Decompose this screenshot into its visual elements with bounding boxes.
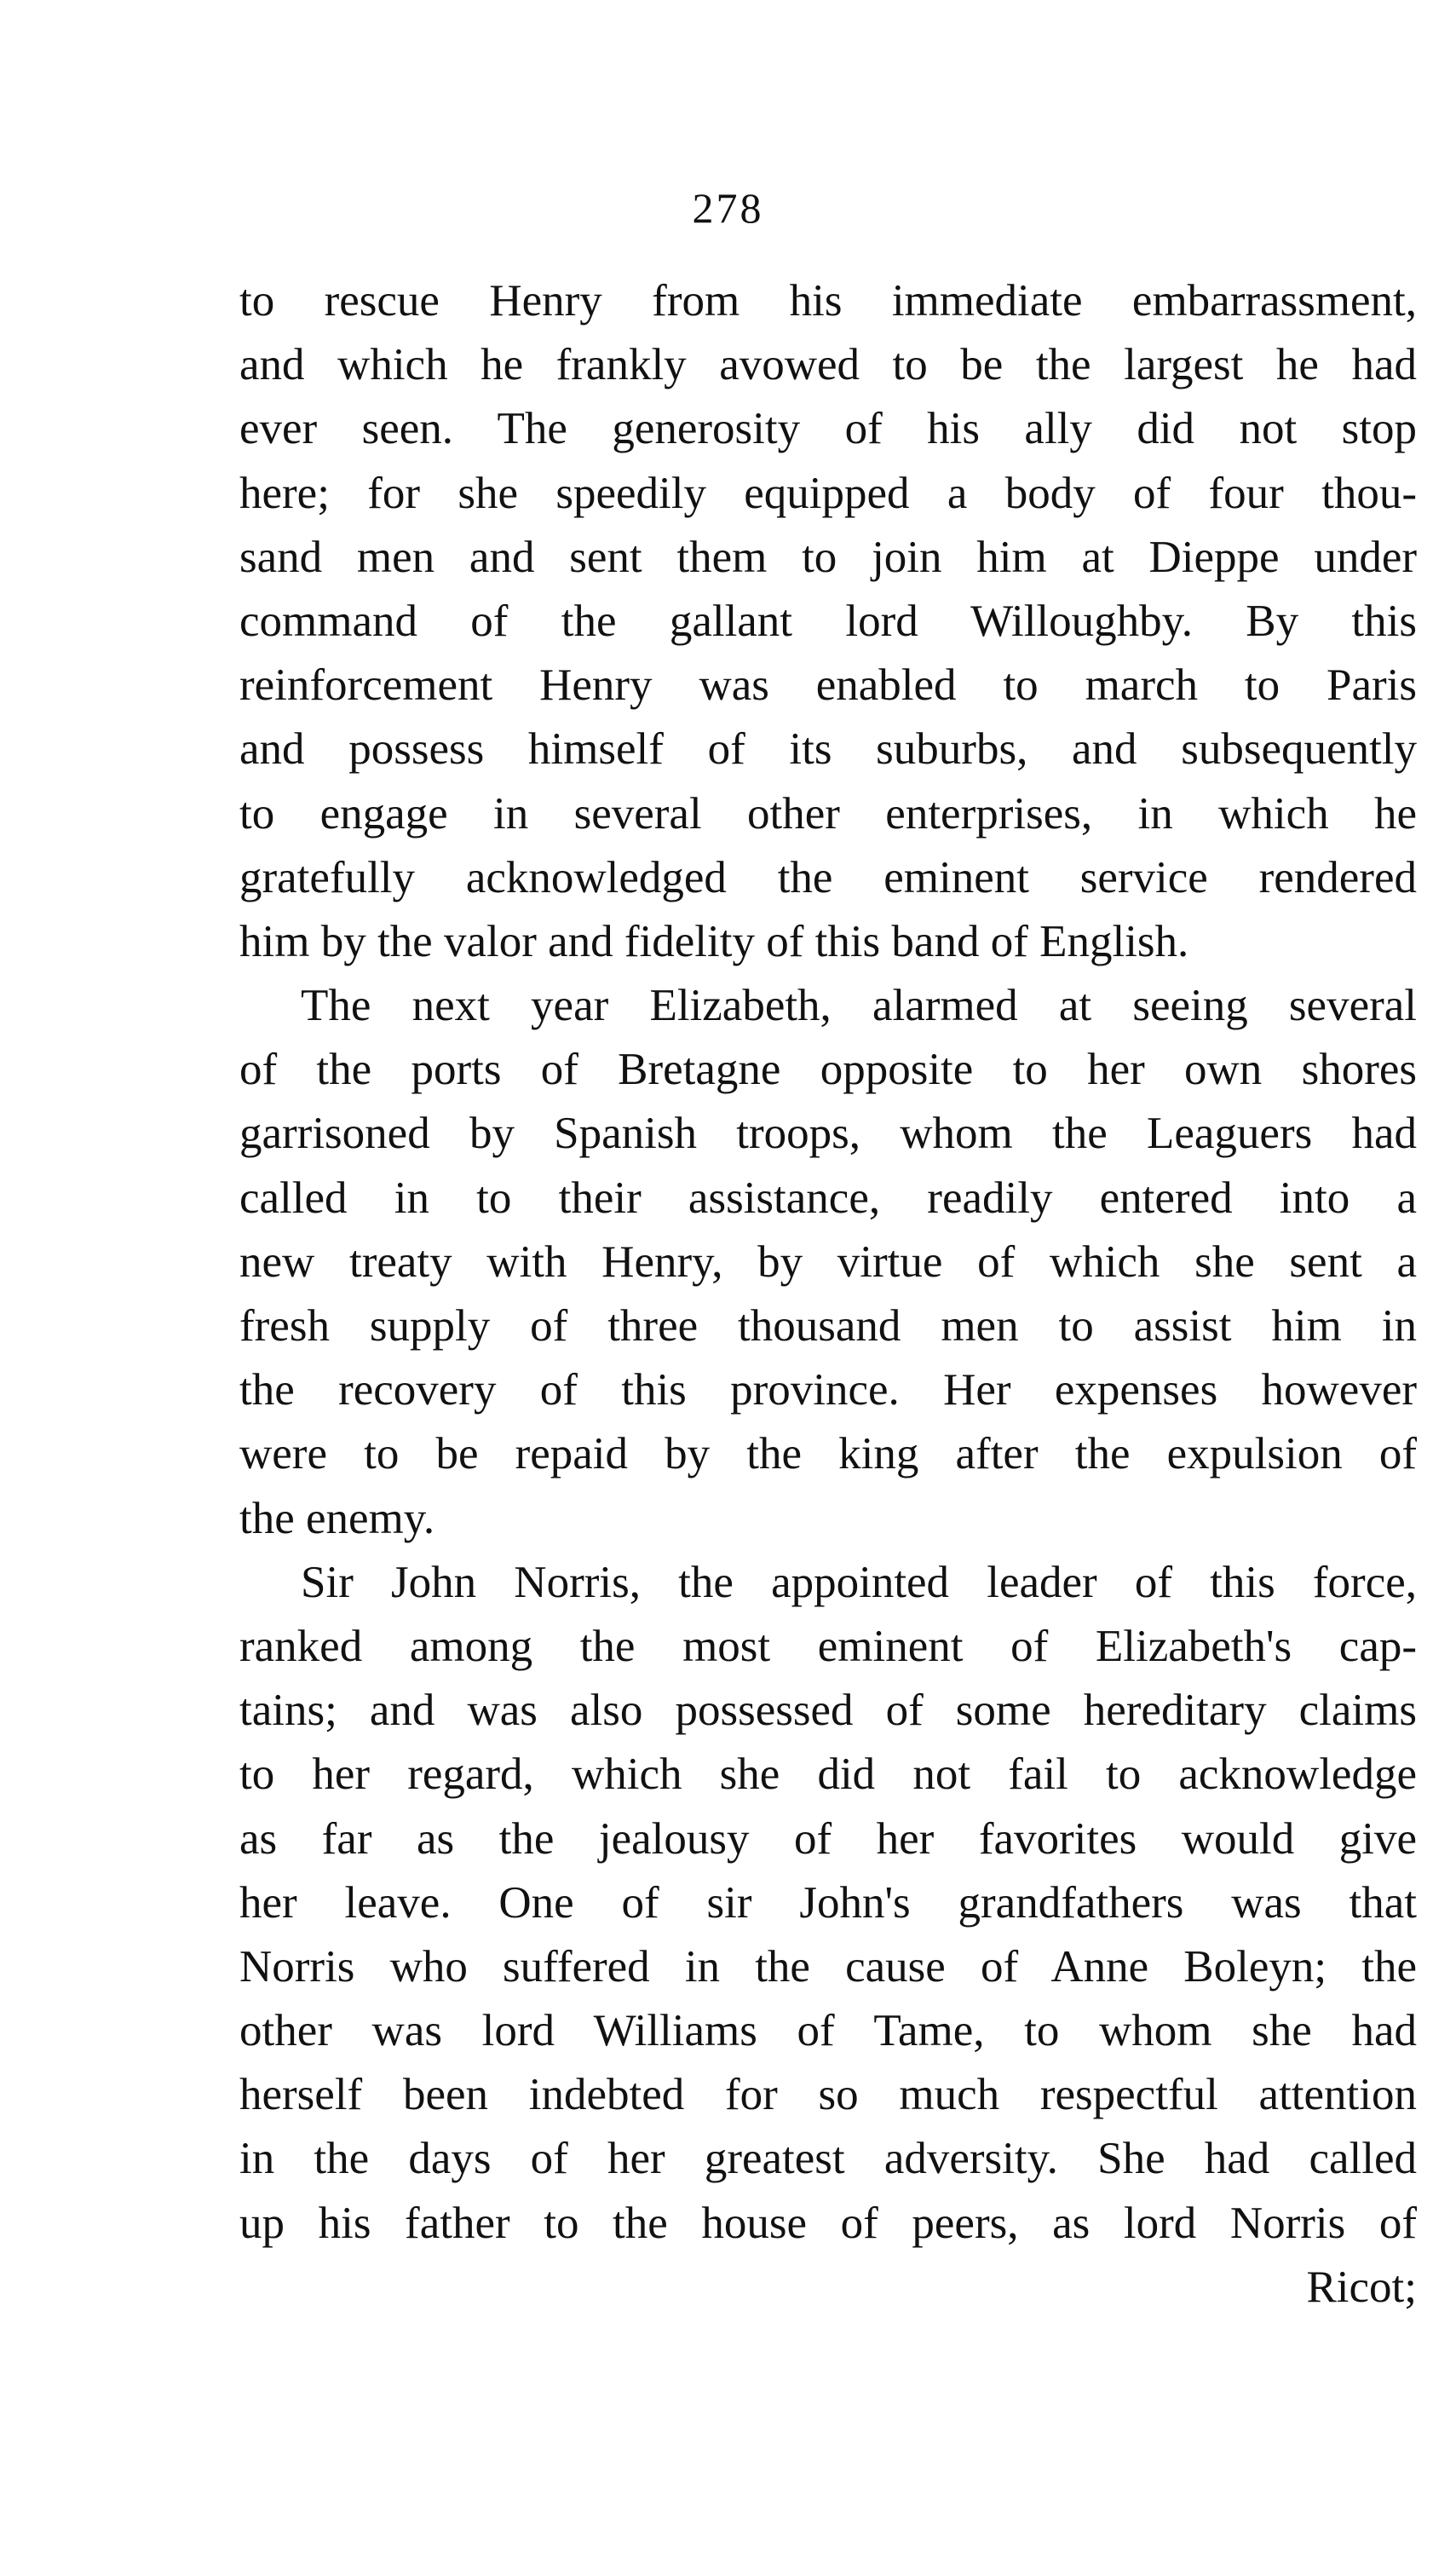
text-line: Sir John Norris, the appointed leader of this force, (301, 1557, 1417, 1607)
text-line: him by the valor and fidelity of this band of English. (239, 916, 1189, 966)
text-line: of the ports of Bretagne opposite to her own shores (239, 1045, 1417, 1095)
text-line: The next year Elizabeth, alarmed at seeing several (301, 981, 1417, 1031)
text-line: ever seen. The generosity of his ally did not stop (239, 404, 1417, 454)
text-line: were to be repaid by the king after the expulsion of (239, 1429, 1417, 1479)
text-line: reinforcement Henry was enabled to march to Paris (239, 660, 1417, 711)
text-line: sand men and sent them to join him at Dieppe under (239, 532, 1417, 582)
text-line: herself been indebted for so much respectful attention (239, 2070, 1417, 2120)
text-line: to rescue Henry from his immediate embarrassment, (239, 276, 1417, 326)
text-line: new treaty with Henry, by virtue of which she sent a (239, 1236, 1417, 1287)
text-line: to engage in several other enterprises, in which he (239, 788, 1417, 839)
text-line: the enemy. (239, 1493, 435, 1543)
body-text (239, 269, 1417, 2320)
text-line: and which he frankly avowed to be the largest he had (239, 340, 1417, 390)
text-line: the recovery of this province. Her expenses however (239, 1365, 1417, 1415)
text-line: to her regard, which she did not fail to acknowledge (239, 1749, 1417, 1800)
text-line: gratefully acknowledged the eminent service rendered (239, 852, 1417, 902)
text-line: and possess himself of its suburbs, and subsequently (239, 724, 1417, 775)
text-line: tains; and was also possessed of some hereditary claims (239, 1686, 1417, 1736)
text-line: fresh supply of three thousand men to assist him in (239, 1301, 1417, 1351)
text-line: in the days of her greatest adversity. She had called (239, 2134, 1417, 2184)
text-line: up his father to the house of peers, as lord Norris of (239, 2198, 1417, 2248)
text-line: her leave. One of sir John's grandfathers was that (239, 1877, 1417, 1928)
text-line: ranked among the most eminent of Elizabeth's cap- (239, 1621, 1417, 1671)
text-line: here; for she speedily equipped a body of four thou- (239, 468, 1417, 518)
text-line: Norris who suffered in the cause of Anne Boleyn; the (239, 1941, 1417, 1991)
text-line: called in to their assistance, readily entered into a (239, 1173, 1417, 1223)
text-line: other was lord Williams of Tame, to whom she had (239, 2006, 1417, 2056)
text-line: as far as the jealousy of her favorites would give (239, 1813, 1417, 1864)
text-line: garrisoned by Spanish troops, whom the Leaguers had (239, 1109, 1417, 1159)
page-number: 278 (692, 184, 764, 232)
catchword: Ricot; (1306, 2262, 1417, 2312)
text-line: command of the gallant lord Willoughby. By this (239, 596, 1417, 646)
